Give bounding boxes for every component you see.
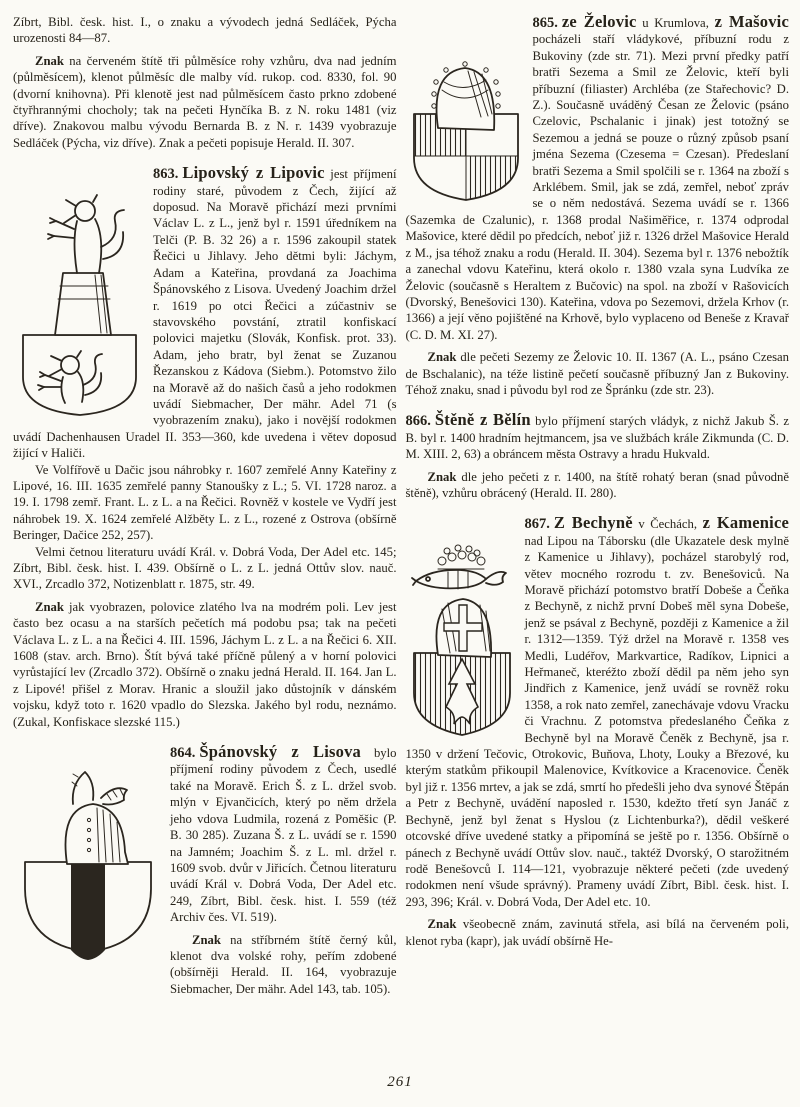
zelovic-arms-illustration — [408, 38, 524, 206]
spanovsky-arms-illustration — [15, 768, 161, 978]
znak-lead-word: Znak — [192, 932, 221, 947]
entry-865-number: 865. — [532, 15, 558, 31]
entry-864-family-name: Špánovský z Lisova — [199, 742, 361, 762]
entry-866-family-name: Štěně z Bělín — [434, 410, 531, 430]
entry-863-number: 863. — [153, 166, 179, 183]
znak-lead-word: Znak — [35, 599, 64, 614]
entry-865-znak-text: dle pečeti Sezemy ze Želovic 10. II. 1367 (A. L., psáno Czesan de Bschalanic), na téže listině pečetí současně příbuzný Jan z Bukoviny. Téhož znaku, snad i původu byl rod ze Špránku (zde str. 23). — [405, 350, 789, 397]
entry-864-spanovsky — [13, 744, 397, 997]
entry-867-family-name-1: Z Bechyně — [553, 513, 633, 533]
entry-864-znak-text: na stříbrném štítě černý kůl, klenot dva volské rohy, peřím zdobené (obšírněji Herald. II. 164, vyobrazuje Siebmacher, Der mähr. Adel 143, tab. 105). — [170, 932, 397, 996]
left-column — [13, 14, 397, 997]
entry-867-mid-text: v Čechách, — [632, 517, 703, 532]
entry-863-paragraph-3: Velmi četnou literaturu uvádí Král. v. Dobrá Voda, Der Adel etc. 145; Zíbrt, Bibl. česk. hist. I. 439. Obšírně o L. z L. jedná Ottův slov. nauč. XVI., Zrcadlo 372, Notizenblatt r. 1875, str. 49. — [13, 544, 397, 592]
right-column — [406, 14, 790, 997]
entry-866-body-text: bylo příjmení starých vládyk, z nichž Jakub Š. z B. byl r. 1400 hradním hejtmancem, jsa ve službách krále Zikmunda (C. D. M. XIII. 2, 63) a obráncem města Ostravy a hradu Hukvald. — [405, 414, 790, 462]
entry-863-body-text: jest příjmení rodiny staré, původem z Čech, žijící až doposud. Na Moravě přichází mezi prvními Václav L. z L., jenž byl r. 1591 úředníkem na Telči (P. B. 32 26) a r. 1596 zakoupil statek Řečici u Jihlavy. Jeho dětmi byli: Jáchym, Adam a Kateřina, provdaná za Joachima Špánovského z Lisova. Uvedený Joachim držel r. 1619 po otci Řečici a zúčastniv se stavovského povstání, ztratil konfiskací polovici majetku (Slovák, Konfisk. prot. 33). Adam, jeho bratr, byl ženat se Zuzanou Řezanskou z Kádova (Siebm.). Potomstvo žilo na Moravě až do našich časů a jeho rodokmen uvádí Siebmacher, Der mähr. Adel 71 (s vyobrazením znaku), jako i novější rodokmen uvádí Dachenhausen Uradel II. 353—360, kde uvedena i větev doposud žijící v Haliči. — [13, 167, 397, 461]
entry-865-mid-text: u Krumlova, — [636, 16, 715, 30]
entry-867-znak-paragraph — [406, 916, 790, 949]
entry-866-first-paragraph — [406, 412, 790, 462]
page-number: 261 — [387, 1074, 413, 1090]
entry-863-family-name: Lipovský z Lipovic — [182, 163, 325, 183]
znak-lead-word: Znak — [35, 53, 64, 68]
entry-865-family-name-1: ze Želovic — [561, 12, 637, 31]
entry-867-znak-text: všeobecně znám, zavinutá střela, asi bílá na červeném poli, klenot ryba (kapr), jak uvádí obšírně He- — [405, 917, 789, 948]
znak-lead-word: Znak — [427, 350, 457, 365]
znak-lead-word: Znak — [427, 469, 457, 484]
spanovsky-coat-of-arms-icon — [15, 768, 161, 978]
entry-865-body-text: pocházeli staří vládykové, příbuzní rodu z Bukoviny (zde str. 71). Mezi první předky patří bratři Sezema a Smil ze Želovic, kteří byli příbuzní (filiaster) Archléba (ze Stařechovic? D. Z.). Současně uváděný Česan ze Želovic (psáno Czelovic, Pschalanic i jinak) jest totožný se Sezemou a jedná se pouze o různý způsob psaní jména Sezema (Czesema = Czesan). Předeslaní bratři Sezema a Smil spolčili se r. 1364 na zboží s Arklébem. Smil, jak se zdá, zemřel, neboť zpráv se o něm nedostává. Sezema uvádí se r. 1366 (Sazemka de Czalunic), r. 1368 prodal Našiměřice, r. 1374 odprodal Mašovice, které dědil po předcích, neboť již r. 1326 držel Mašovice Herald z M., jsa téhož znaku a rodu (Herald. II. 304). Sezema byl r. 1376 nebožtík a zanechal vdovu Kateřinu, která okolo r. 1380 vzala syna Ludvíka ze Želovic (současně s Heraltem z Bučovic) na spol. na zboží v Rašovicích (Dvorský, Benešovici 130). Kateřina, vdova po Sezemovi, držela Krhov (r. 1366) a její věno pojištěné na Krhově, bylo vyplaceno od Beneše z Kravař (C. D. M. XI. 27). — [405, 32, 789, 342]
entry-865-zelovic — [406, 14, 790, 398]
entry-863-znak-paragraph — [13, 599, 397, 730]
entry-864-body-text: bylo příjmení rodiny původem z Čech, usedlé také na Moravě. Erich Š. z L. držel svob. mlýn v Ejvančicích, který po něm držela jeho vdova Ludmila, rozená z Poměšic (P. B. 30 285). Zuzana Š. z L. uvádí se r. 1590 na Jamném; Joachim Š. z L. ml. držel r. 1609 svob. dvůr v Jiřicích. Četnou literaturu uvádí Král v. Dobrá Voda, Der Adel etc. 249, Zíbrt, Bibl. česk. hist. I. 559 (též Archiv čes. VI. 519). — [170, 746, 397, 925]
lipovsky-arms-illustration — [15, 189, 144, 419]
znak-text: na červeném štítě tři půlměsíce rohy vzhůru, dva nad jedním (půlměsícem), klenot půlměsíc dle malby víd. rukop. cod. 8330, fol. 90 (dvorní knihovna). Při klenotě jest nad půlměsícem často prkno zdobené čtyřhrannými chocholy; tak na pečeti Hynčíka B. z N. roku 1481 (viz dříve). Znakovou malbu vývodu Bernarda B. z N. r. 1439 vyobrazuje Sedláček (Pýcha, viz dříve). Znak a pečeti popisuje Herald. II. 307. — [13, 53, 397, 150]
entry-863-lipovsky — [13, 165, 397, 730]
entry-866-znak-paragraph — [406, 469, 790, 502]
entry-863-paragraph-2: Ve Volfířově u Dačic jsou náhrobky r. 1607 zemřelé Anny Kateřiny z Lipové, 16. III. 1635 zemřelé panny Stanoušky z L.; 5. VI. 1728 naroz. a 19. I. 1798 zemř. Frant. L. z L. a na Řečici. Rovněž v kostele ve Vydří jest náhrobek 19. X. 1624 zemřelé Alžběty L. z L., rozené z Ostrova (obšírně Beringer, Dačice 252, 257). — [13, 462, 397, 543]
entry-866-stene — [406, 412, 790, 501]
zelovic-coat-of-arms-icon — [408, 38, 524, 206]
entry-866-znak-text: dle jeho pečeti z r. 1400, na štítě rohatý beran (snad původně štěně), vzhůru obrácený (Herald. II. 280). — [405, 469, 789, 500]
entry-865-znak-paragraph — [406, 349, 790, 398]
znak-lead-word: Znak — [427, 917, 457, 932]
lipovsky-coat-of-arms-icon — [15, 189, 144, 419]
entry-867-body-text: nad Lipou na Táborsku (dle Ukazatele desk mylně z Kamenice u Jihlavy), pocházel starobylý rod, větev mocného rozrodu t. zv. Benešoviců. Na Moravě přichází potomstvo bratří Dobeše a Čeňka z Bechyně, z nichž první Dobeš měl syna Dobeše, jenž se psával z Bechyně, později z Kamenice a žil r. 1312—1359. Týž držel na Moravě r. 1358 ves Medli, Ludéřov, Markvartice, Radíkov, Lipnici a Heřmaneč, kteréžto zboží dědil pa něm jeho syn Jindřich z Kamenice, jenž uvádí se rovněž roku 1358, a rok nato zemřel, zanechávaje vdovu Vracku či Vrachnu. Z potomstva předeslaného Čeňka z Bechyně byl na Moravě Čeněk z Bechyně, jsa r. 1350 v držení Tečovic, Otrokovic, Buňova, Lhoty, Louky a Březové, ku kterým statkům přikoupil Malenovice, Kvítkovice a Kracenovice. Čeněk byl již r. 1356 mrtev, a jak se zdá, smrtí ho předešli jeho dva synové Štěpán a Petr z Bechyně, uvádění naposled r. 1530, kdežto třetí syn Janáč z Bechyně, jenž byl ženat s Hyslou (z Lichtenburka?), dědil veškeré otcovské dříve uvedené statky a připomíná se ještě po r. 1356. Obšírně o pánech z Bechyně uvádí Ottův slov. nauč., taktéž Dvorský, O starožitném rodě Benešovců I. 114—121, vyobrazuje některé pečeti (zde uvedený rodokmen není všude správný). Prameny uvádí Zíbrt, Bibl. česk. hist. I. 293, 396; Král. v. Dobrá Voda, Der Adel etc. 10. — [405, 533, 789, 909]
entry-864-number: 864. — [170, 745, 196, 762]
bechyne-coat-of-arms-icon — [408, 539, 516, 739]
entry-867-number: 867. — [524, 516, 550, 533]
bechyne-arms-illustration — [408, 539, 516, 739]
entry-865-family-name-2: z Mašovic — [714, 12, 789, 31]
entry-867-family-name-2: z Kamenice — [702, 513, 789, 533]
continuation-paragraph: Zíbrt, Bibl. česk. hist. I., o znaku a vývodech jedná Sedláček, Pýcha urozenosti 84—87. — [13, 15, 397, 46]
entry-867-bechyne — [406, 515, 790, 949]
znak-paragraph-bukuvka — [13, 53, 397, 151]
entry-863-znak-text: jak vyobrazen, polovice zlatého lva na modrém poli. Lev jest často bez ocasu a na starších pečetích má podobu psa; tak na pečeti Václava L. z L. a na Řečici 4. III. 1596, Jáchym L. z L. a na Řečici 6. XII. 1608 (stav. arch. Brno). Štít bývá také příčně půlený a v horní polovici vyrůstající lev (Zrcadlo 372). Obšírně o znaku jedná Herald. II. 164. Jan L. z Lipové! přišel z Morav. Hranic a sloužil jako důstojník v dánském vojsku, když toto r. 1620 vpadlo do Slezska. Jakého byl rodu, neznámo. (Zukal, Konfiskace slezské 115.) — [13, 599, 397, 729]
entry-866-number: 866. — [405, 413, 431, 430]
